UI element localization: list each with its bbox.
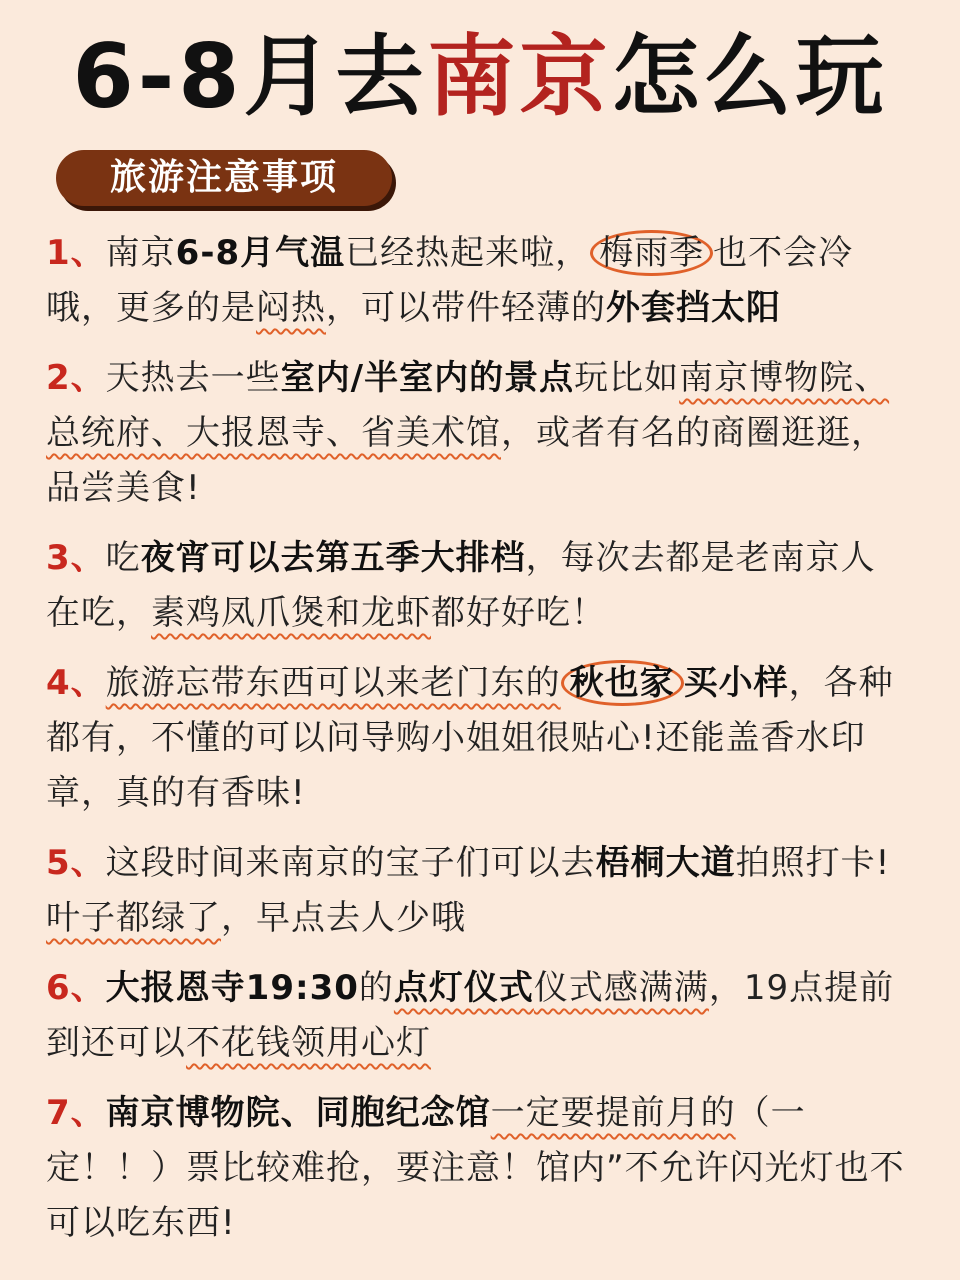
tip-number: 4、: [46, 663, 106, 703]
tip-underlined: 素鸡凤爪煲和龙虾: [151, 593, 431, 633]
section-badge: 旅游注意事项: [56, 150, 392, 206]
tip-text: 的: [358, 968, 394, 1008]
tip-bold: 买小样: [683, 663, 789, 703]
tip-circled: 梅雨季: [590, 230, 713, 276]
tip-underlined: 叶子都绿了: [46, 898, 221, 938]
tip-number: 7、: [46, 1093, 106, 1133]
tip-bold: 外套挡太阳: [606, 288, 781, 328]
tip-text: 玩比如: [574, 358, 680, 398]
tip-text: ，可以带件轻薄的: [326, 288, 606, 328]
tip-underlined: 南京博物院、总统府、大报恩寺、省美术馆: [46, 358, 890, 453]
tip-text: ，每次去都是老南京人在吃，: [46, 538, 876, 633]
title-highlight: 南京: [427, 25, 612, 128]
tip-text: 已经热起来啦，: [345, 233, 591, 273]
tip-underlined: 一定要提前月的: [490, 1093, 736, 1133]
tip-underlined: 闷热: [256, 288, 326, 328]
tip-bold: 大报恩寺19:30: [105, 968, 359, 1008]
tip-underlined: 旅游忘带东西可以来老门东的: [105, 663, 561, 703]
tip-text: ，19点提前到还可以: [46, 968, 895, 1063]
title-part2: 怎么玩: [611, 25, 888, 128]
tip-underlined: 不花钱领用心灯: [186, 1023, 431, 1063]
tip-number: 5、: [46, 843, 106, 883]
tip-number: 3、: [46, 538, 106, 578]
tip-circled: 秋也家: [561, 660, 684, 706]
tip-text: ，各种都有，不懂的可以问导购小姐姐很贴心!还能盖香水印章，真的有香味!: [46, 663, 894, 813]
tip-bold: 南京博物院、同胞纪念馆: [105, 1093, 491, 1133]
tip-text: ，早点去人少哦: [221, 898, 466, 938]
tip-bold: 夜宵可以去第五季大排档: [140, 538, 526, 578]
tip-number: 1、: [46, 233, 106, 273]
tip-number: 2、: [46, 358, 106, 398]
tip-bold: 室内/半室内的景点: [280, 358, 575, 398]
tip-text: 南京: [105, 233, 176, 273]
tip-bold: 6-8月气温: [175, 233, 346, 273]
tip-item-1: [46, 226, 906, 336]
tip-text: （一定！！）票比较难抢，要注意！馆内”不允许闪光灯也不可以吃东西!: [46, 1093, 905, 1243]
tip-text: 也不会冷哦，更多的是: [46, 233, 854, 328]
tip-text: 都好好吃！: [431, 593, 606, 633]
tip-text: 这段时间来南京的宝子们可以去: [105, 843, 596, 883]
tip-underlined: 仪式感满满: [533, 968, 709, 1008]
tips-list: [46, 226, 906, 1266]
tip-item-5: [46, 836, 906, 946]
tip-item-7: [46, 1086, 906, 1251]
tip-text: 天热去一些: [105, 358, 281, 398]
tip-text: 拍照打卡!: [735, 843, 891, 883]
tip-item-4: [46, 656, 906, 821]
tip-bold-underlined: 点灯仪式: [393, 968, 534, 1008]
page-title: [0, 22, 960, 132]
tip-number: 6、: [46, 968, 106, 1008]
tip-item-2: [46, 351, 906, 516]
tip-item-6: [46, 961, 906, 1071]
tip-text: ，或者有名的商圈逛逛，品尝美食!: [46, 413, 886, 508]
tip-item-3: [46, 531, 906, 641]
title-part1: 6-8月去: [72, 25, 428, 128]
tip-text: 吃: [105, 538, 141, 578]
tip-bold: 梧桐大道: [595, 843, 736, 883]
